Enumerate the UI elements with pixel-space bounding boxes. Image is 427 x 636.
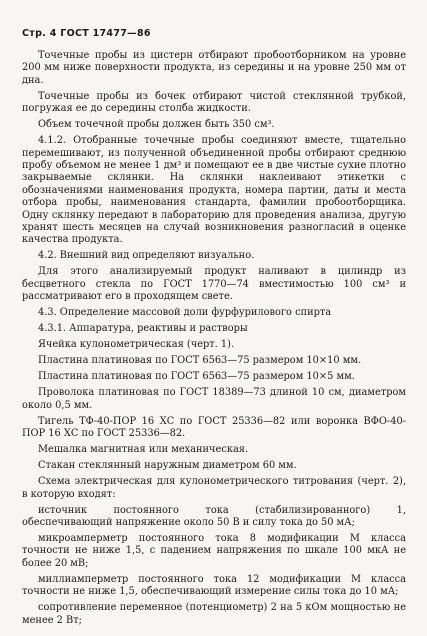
paragraph: 4.1.2. Отобранные точечные пробы соединяют вместе, тщательно перемешивают, из полученной объединенной пробы отбирают среднюю пробу объемом не менее 1 дм³ и помещают ее в две чистые сухие плотно закрываемые склянки. На склянки наклеивают этикетки с обозначениями наименования продукта, номера партии, даты и места отбора пробы, наименования стандарта, фамилии пробоотборщика. Одну склянку передают в лабораторию для проведения анализа, другую хранят шесть месяцев на случай возникновения разногласий в оценке качества продукта. [22, 135, 406, 246]
list-item: Проволока платиновая по ГОСТ 18389—73 длиной 10 см, диаметром около 0,5 мм. [22, 387, 406, 411]
paragraph: Объем точечной пробы должен быть 350 см³. [38, 119, 275, 131]
paragraph: Для этого анализируемый продукт наливают в цилиндр из бесцветного стекла по ГОСТ 1770—74 вместимостью 100 см³ и рассматривают его в проходящем свете. [22, 266, 406, 303]
list-item: Тигель ТФ-40-ПОР 16 ХС по ГОСТ 25336—82 или воронка ВФО-40-ПОР 16 ХС по ГОСТ 25336—82. [22, 415, 406, 440]
list-item: Ячейка кулонометрическая (черт. 1). [38, 339, 235, 351]
list-item: Пластина платиновая по ГОСТ 6563—75 размером 10×5 мм. [38, 371, 355, 383]
list-item: Стакан стеклянный наружным диаметром 60 мм. [38, 460, 297, 472]
paragraph: Точечные пробы из цистерн отбирают пробоотборником на уровне 200 мм ниже поверхности продукта, из середины и на уровне 250 мм от дна. [22, 50, 406, 86]
list-item: Схема электрическая для кулонометрического титрования (черт. 2), в которую входят: [22, 476, 406, 500]
list-item: микроамперметр постоянного тока 8 модификации М класса точности не ниже 1,5, с падением напряжения по шкале 100 мкА не более 20 мВ; [22, 532, 406, 569]
section-heading: 4.3. Определение массовой доли фурфурилового спирта [38, 307, 332, 319]
subsection-heading: 4.3.1. Аппаратура, реактивы и растворы [38, 323, 248, 335]
list-item: миллиамперметр постоянного тока 12 модификации М класса точности не ниже 1,5, обеспечивающий измерение силы тока до 10 мА; [22, 573, 406, 598]
paragraph: 4.2. Внешний вид определяют визуально. [38, 250, 255, 262]
list-item: Пластина платиновая по ГОСТ 6563—75 размером 10×10 мм. [38, 355, 362, 367]
document-body [22, 50, 406, 631]
list-item: источник постоянного тока (стабилизированного) 1, обеспечивающий напряжение около 50 В и силу тока до 50 мА; [22, 504, 406, 528]
paragraph: Точечные пробы из бочек отбирают чистой стеклянной трубкой, погружая ее до середины столба жидкости. [22, 90, 406, 115]
page-header: Стр. 4 ГОСТ 17477—86 [22, 28, 151, 39]
list-item: сопротивление переменное (потенциометр) 2 на 5 кОм мощностью не менее 2 Вт; [22, 602, 406, 626]
list-item: Мешалка магнитная или механическая. [38, 444, 249, 456]
